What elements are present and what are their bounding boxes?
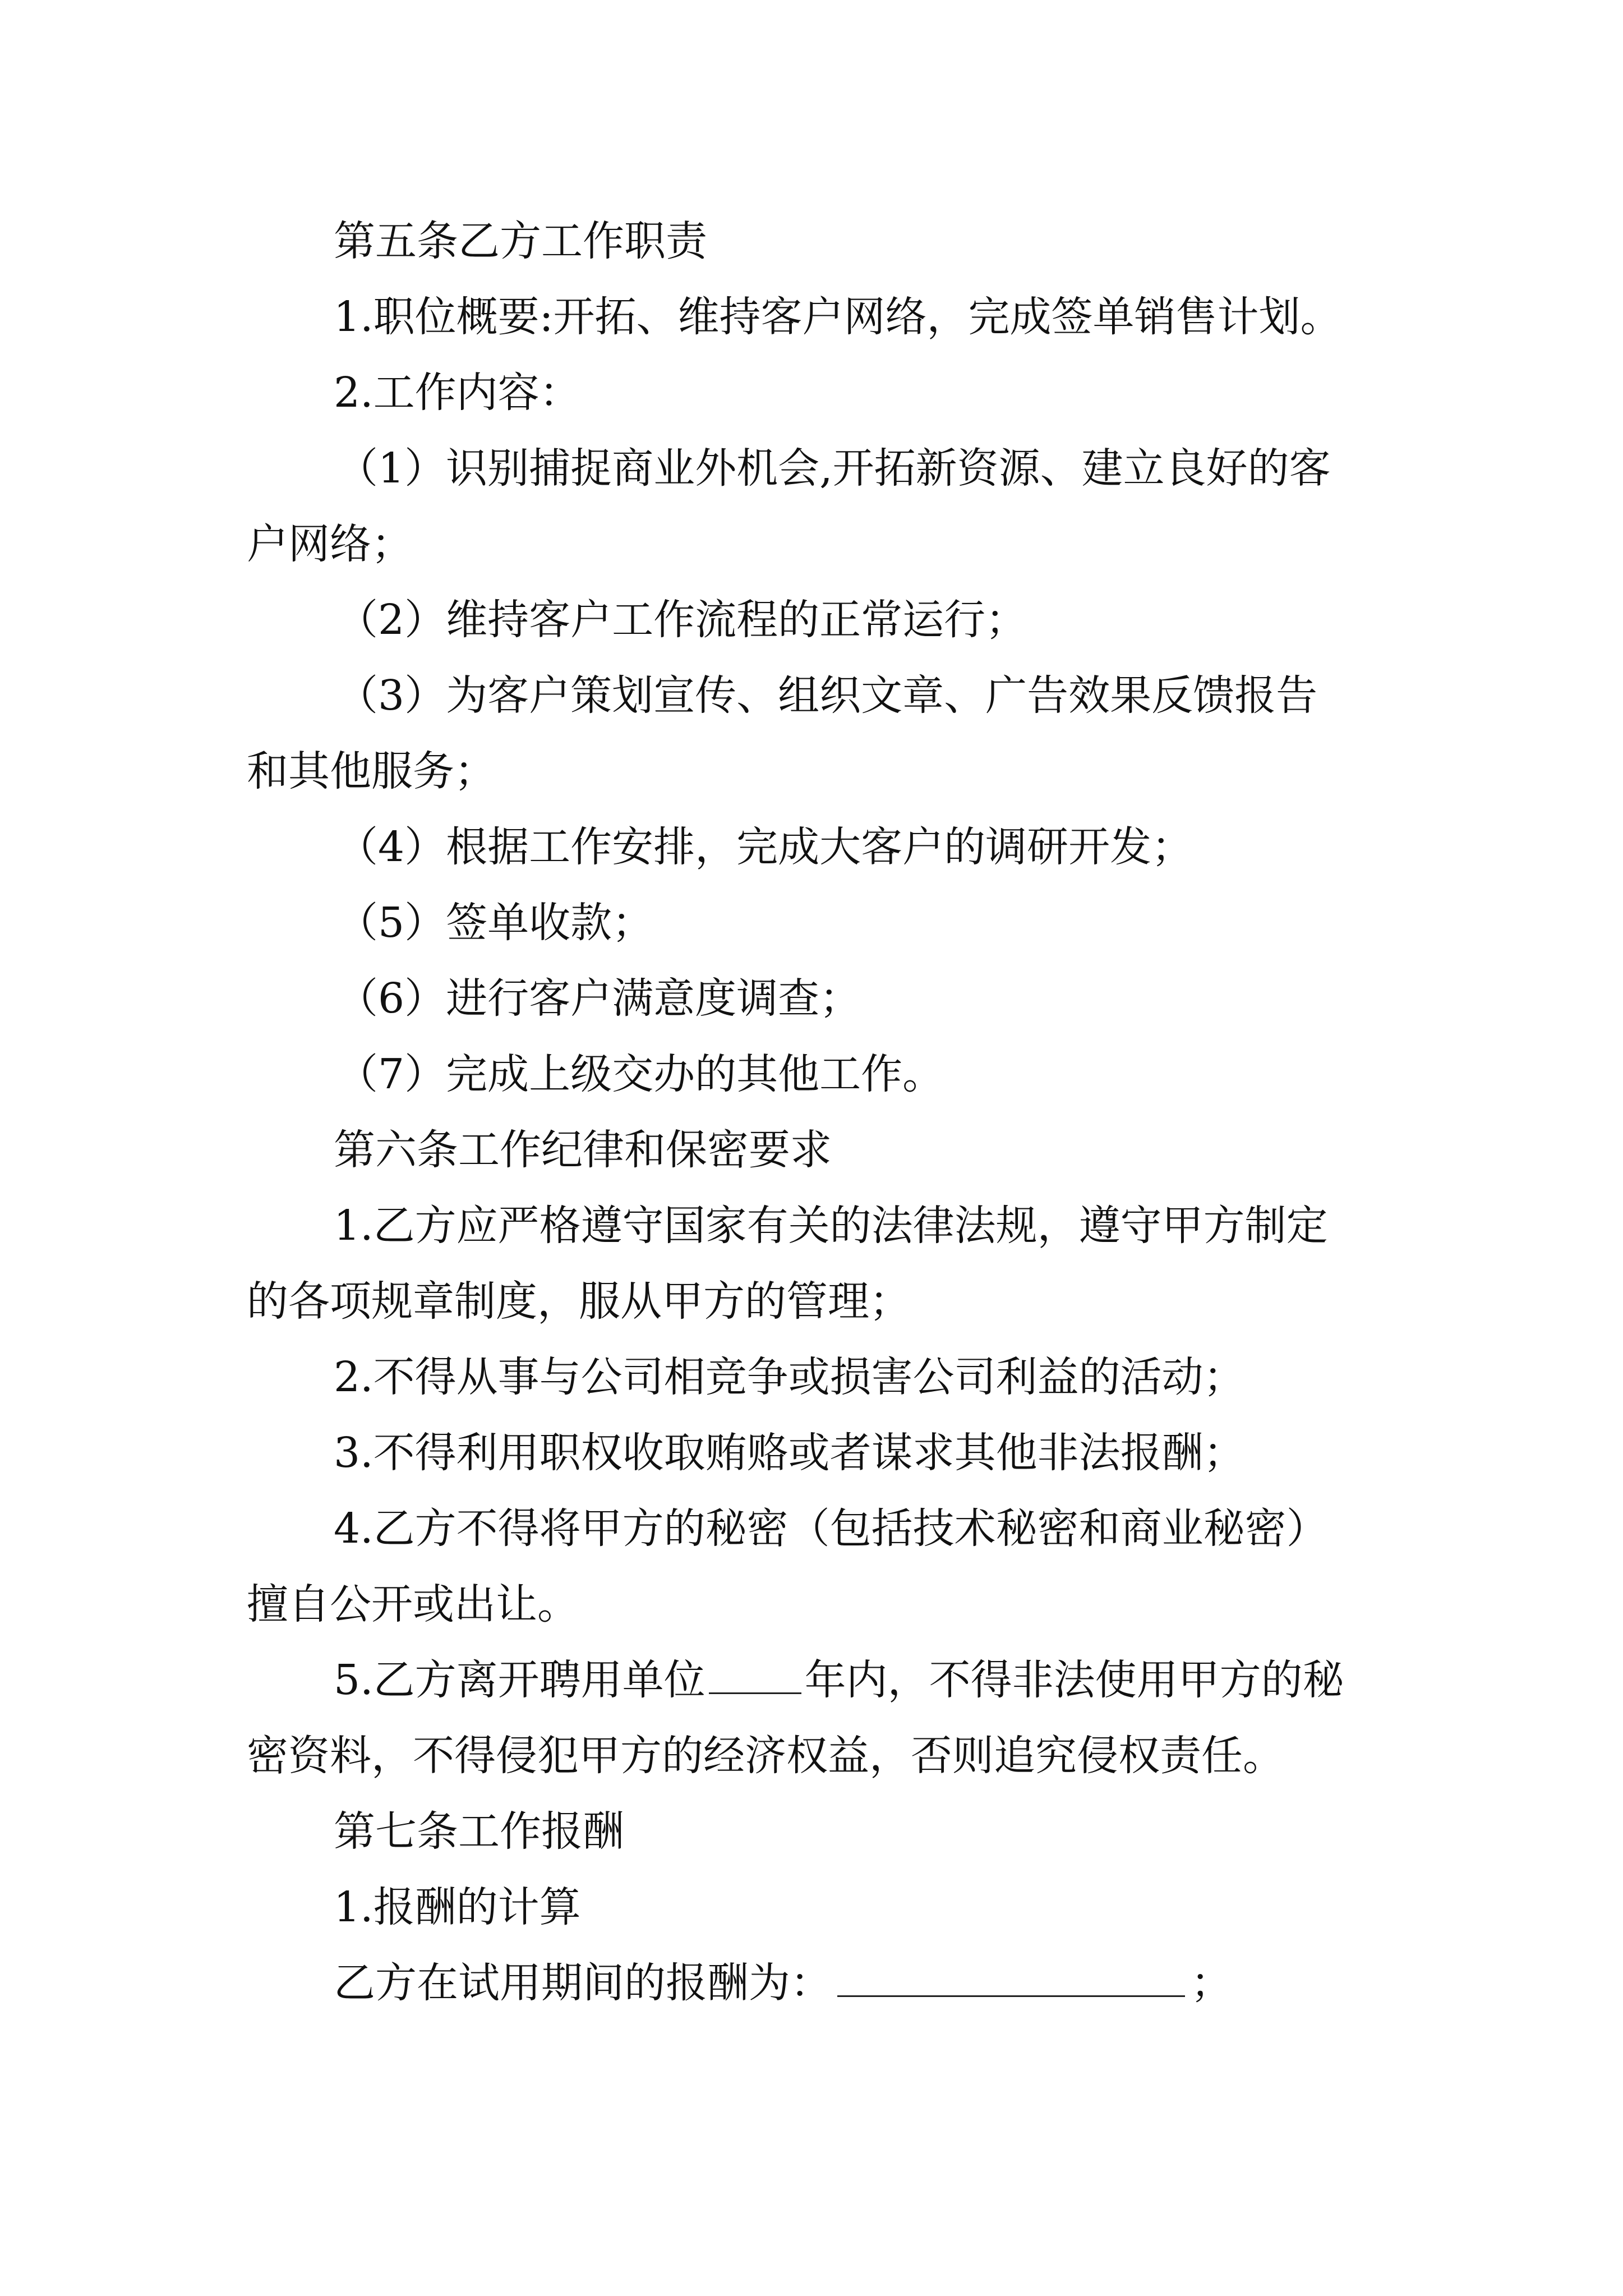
paragraph-text: ； — [1191, 1959, 1232, 2007]
heading-article-5: 第五条乙方工作职责 — [334, 217, 707, 265]
paragraph-line: 1.职位概要:开拓、维持客户网络，完成签单销售计划。 — [334, 293, 1342, 341]
list-item-line: （7）完成上级交办的其他工作。 — [336, 1050, 944, 1098]
paragraph-line-with-blank — [334, 1958, 1232, 2008]
paragraph-line: 1.报酬的计算 — [334, 1883, 581, 1931]
list-item-line: （4）根据工作安排，完成大客户的调研开发； — [336, 823, 1193, 871]
list-item-continuation: 和其他服务； — [247, 747, 496, 795]
paragraph-continuation: 的各项规章制度，服从甲方的管理； — [247, 1277, 911, 1326]
paragraph-line: 2.不得从事与公司相竞争或损害公司利益的活动； — [334, 1353, 1245, 1401]
paragraph-text: 5.乙方离开聘用单位 — [334, 1656, 706, 1704]
paragraph-line-with-blank — [334, 1655, 1344, 1705]
list-item-line: （6）进行客户满意度调查； — [336, 974, 861, 1023]
paragraph-continuation: 密资料，不得侵犯甲方的经济权益，否则追究侵权责任。 — [247, 1732, 1284, 1780]
paragraph-line: 1.乙方应严格遵守国家有关的法律法规，遵守甲方制定 — [334, 1202, 1328, 1250]
list-item-line: （2）维持客户工作流程的正常运行； — [336, 596, 1027, 644]
paragraph-line: 4.乙方不得将甲方的秘密（包括技术秘密和商业秘密） — [334, 1504, 1328, 1553]
paragraph-line: 2.工作内容： — [334, 369, 581, 417]
paragraph-text: 年内，不得非法使用甲方的秘 — [804, 1656, 1344, 1704]
fill-in-blank-salary — [837, 1963, 1185, 1997]
paragraph-continuation: 擅自公开或出让。 — [247, 1580, 579, 1628]
paragraph-text: 乙方在试用期间的报酬为： — [334, 1959, 832, 2007]
list-item-line: （5）签单收款； — [336, 899, 654, 947]
fill-in-blank-years — [709, 1660, 801, 1694]
list-item-line: （3）为客户策划宣传、组织文章、广告效果反馈报告 — [336, 671, 1318, 720]
list-item-continuation: 户网络； — [247, 520, 413, 568]
heading-article-6: 第六条工作纪律和保密要求 — [334, 1126, 832, 1174]
list-item-line: （1）识别捕捉商业外机会,开拓新资源、建立良好的客 — [336, 444, 1331, 493]
paragraph-line: 3.不得利用职权收取贿赂或者谋求其他非法报酬； — [334, 1429, 1245, 1477]
heading-article-7: 第七条工作报酬 — [334, 1807, 624, 1856]
